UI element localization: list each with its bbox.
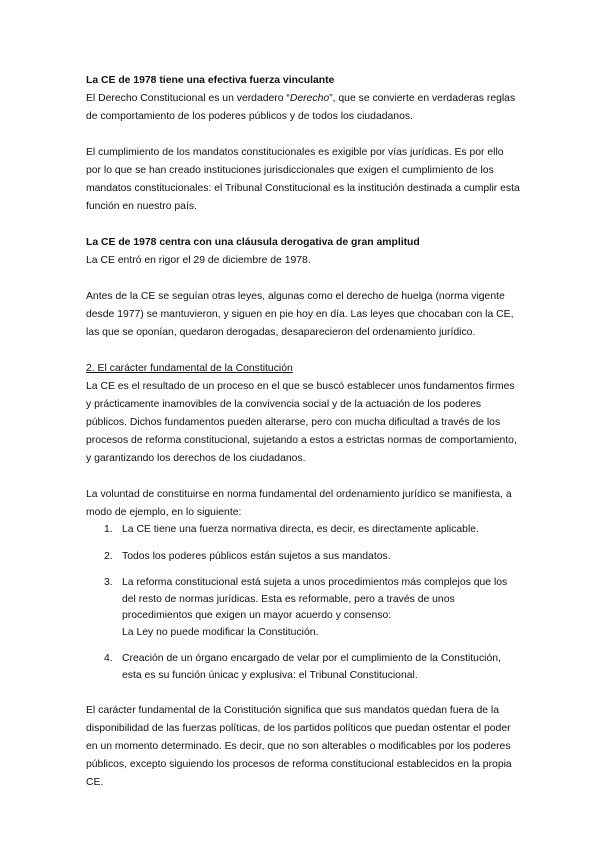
paragraph-voluntad: La voluntad de constituirse en norma fundamental del ordenamiento jurídico se manifiesta, a modo de ejemplo, en lo siguiente: — [86, 489, 512, 518]
text-run: El Derecho Constitucional es un verdadero “ — [86, 93, 290, 104]
emphasis-derecho: Derecho — [289, 93, 330, 104]
list-text: La CE tiene una fuerza normativa directa, es decir, es directamente aplicable. — [122, 524, 479, 535]
list-item — [86, 522, 520, 539]
list-number: 4. — [104, 653, 113, 664]
list-item — [86, 549, 520, 566]
list-text — [122, 575, 520, 641]
list-number: 2. — [104, 550, 113, 562]
paragraph-derecho-constitucional — [86, 90, 520, 126]
section-heading-caracter-fundamental: 2. El carácter fundamental de la Constitución — [86, 363, 293, 374]
list-item — [86, 651, 520, 684]
list-text-extra: La Ley no puede modificar la Constitución. — [122, 626, 319, 638]
section-heading-clausula-derogativa: La CE de 1978 centra con una cláusula derogativa de gran amplitud — [86, 237, 420, 248]
text-run: ”, que se convierte en verdaderas reglas de comportamiento de los poderes públicos y de todos los ciudadanos. — [86, 93, 516, 122]
list-number: 3. — [104, 577, 113, 588]
numbered-list — [86, 522, 520, 684]
paragraph-leyes-anteriores: Antes de la CE se seguían otras leyes, algunas como el derecho de huelga (norma vigente desde 1977) se mantuvieron, y siguen en pie hoy en día. Las leyes que chocaban con la CE, las que se oponían, quedaron derogadas, desaparecieron del ordenamiento jurídico. — [86, 291, 514, 338]
list-text-main: La reforma constitucional está sujeta a unos procedimientos más complejos que los del resto de normas jurídicas. Esta es reformable, pero a través de unos procedimientos que exigen un mayor acuerdo y consenso: — [122, 577, 508, 621]
list-text: Todos los poderes públicos están sujetos a sus mandatos. — [122, 550, 391, 562]
section-heading-fuerza-vinculante: La CE de 1978 tiene una efectiva fuerza vinculante — [86, 75, 335, 86]
paragraph-cumplimiento: El cumplimiento de los mandatos constitucionales es exigible por vías jurídicas. Es por ello por lo que se han creado instituciones jurisdiccionales que exigen el cumplimiento de los mandatos constitucionales: el Tribunal Constitucional es la institución destinada a cumplir esta función en nuestro país. — [86, 147, 520, 212]
list-item — [86, 575, 520, 641]
paragraph-caracter-fundamental: El carácter fundamental de la Constitución significa que sus mandatos quedan fuera de la disponibilidad de las fuerzas políticas, de los partidos políticos que puedan ostentar el poder en un momento determinado. Es decir, que no son alterables o modificables por los poderes públicos, excepto siguiendo los procesos de reforma constitucional establecidos en la propia CE. — [86, 705, 512, 788]
paragraph-resultado-proceso: La CE es el resultado de un proceso en el que se buscó establecer unos fundamentos firmes y prácticamente inamovibles de la convivencia social y de la actuación de los poderes públicos. Dichos fundamentos pueden alterarse, pero con mucha dificultad a través de los procesos de reforma constitucional, sujetando a estos a estrictas normas de comportamiento, y garantizando los derechos de los ciudadanos. — [86, 381, 517, 464]
list-text: Creación de un órgano encargado de velar por el cumplimiento de la Constitución, esta es su función únicac y explusiva: el Tribunal Constitucional. — [122, 653, 501, 681]
paragraph-entrada-vigor: La CE entró en rigor el 29 de diciembre de 1978. — [86, 255, 311, 266]
list-number: 1. — [104, 524, 113, 535]
